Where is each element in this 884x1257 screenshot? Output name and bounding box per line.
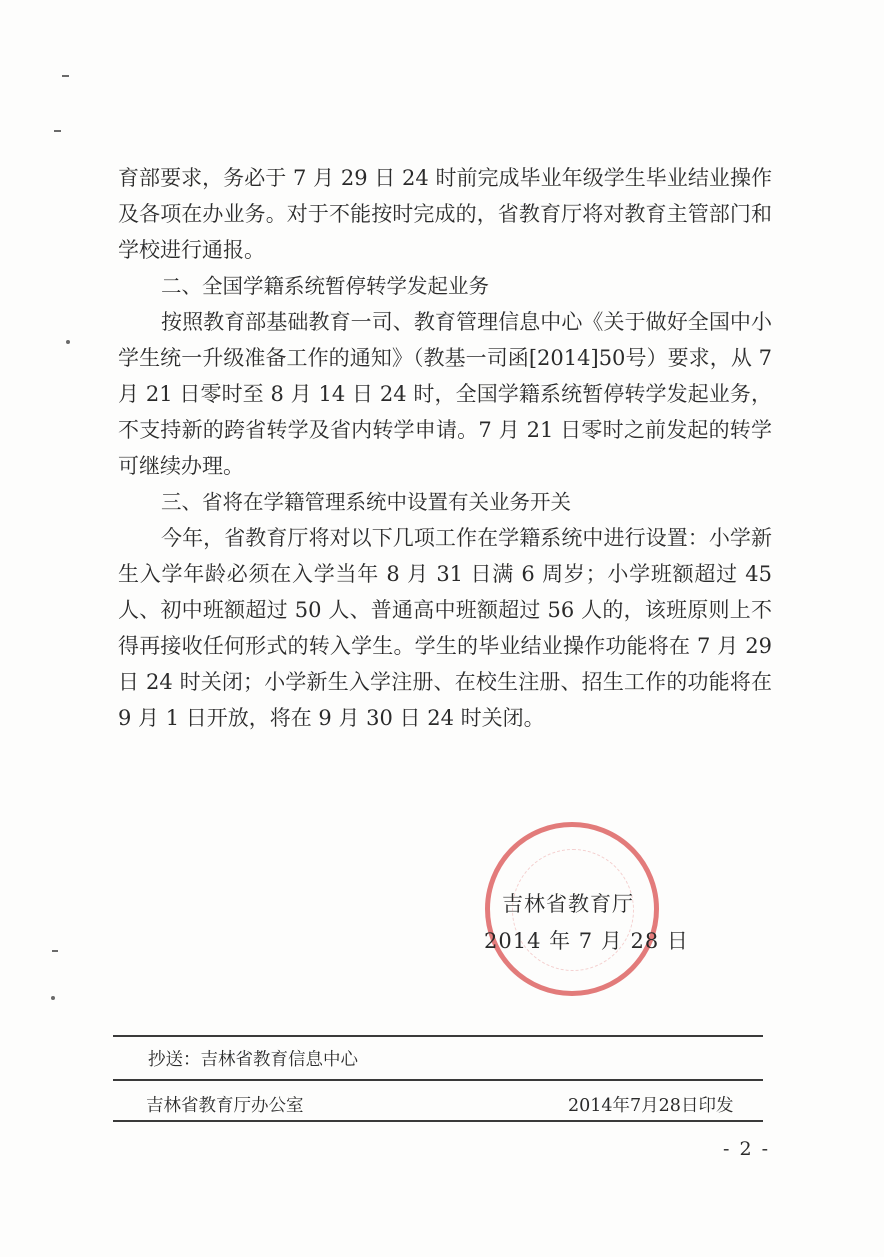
cc-line: 抄送：吉林省教育信息中心 bbox=[148, 1050, 358, 1070]
signature-date: 2014 年 7 月 28 日 bbox=[484, 929, 689, 953]
paragraph-continued: 育部要求，务必于 7 月 29 日 24 时前完成毕业年级学生毕业结业操作及各项在办业务。对于不能按时完成的，省教育厅将对教育主管部门和学校进行通报。 bbox=[118, 166, 772, 262]
section-heading-2: 二、全国学籍系统暂停转学发起业务 bbox=[161, 274, 489, 298]
paragraph-section-2: 按照教育部基础教育一司、教育管理信息中心《关于做好全国中小学生统一升级准备工作的通知》（教基一司函[2014]50号）要求，从 7 月 21 日零时至 8 月 14 日 24 时，全国学籍系统暂停转学发起业务，不支持新的跨省转学及省内转学申请。7 月 21 日零时之前发起的转学可继续办理。 bbox=[118, 310, 772, 478]
signature-org: 吉林省教育厅 bbox=[502, 892, 634, 916]
footer-rule-top bbox=[113, 1035, 763, 1037]
footer-rule-middle bbox=[113, 1079, 763, 1081]
scan-speck bbox=[62, 75, 69, 77]
issuer-office: 吉林省教育厅办公室 bbox=[146, 1096, 304, 1116]
section-heading-3: 三、省将在学籍管理系统中设置有关业务开关 bbox=[161, 490, 571, 514]
print-date: 2014年7月28日印发 bbox=[568, 1096, 734, 1116]
footer-rule-bottom bbox=[113, 1120, 763, 1122]
binding-hole-mark bbox=[66, 340, 70, 344]
scan-speck bbox=[52, 950, 58, 952]
page-number: - 2 - bbox=[723, 1138, 771, 1160]
paragraph-section-3: 今年，省教育厅将对以下几项工作在学籍系统中进行设置：小学新生入学年龄必须在入学当年 8 月 31 日满 6 周岁；小学班额超过 45 人、初中班额超过 50 人、普通高中班额超过 56 人的，该班原则上不得再接收任何形式的转入学生。学生的毕业结业操作功能将在 7 月 29 日 24 时关闭；小学新生入学注册、在校生注册、招生工作的功能将在 9 月 1 日开放，将在 9 月 30 日 24 时关闭。 bbox=[118, 526, 772, 730]
document-body bbox=[118, 160, 772, 736]
binding-hole-mark bbox=[51, 996, 55, 1000]
scan-speck bbox=[54, 130, 61, 132]
